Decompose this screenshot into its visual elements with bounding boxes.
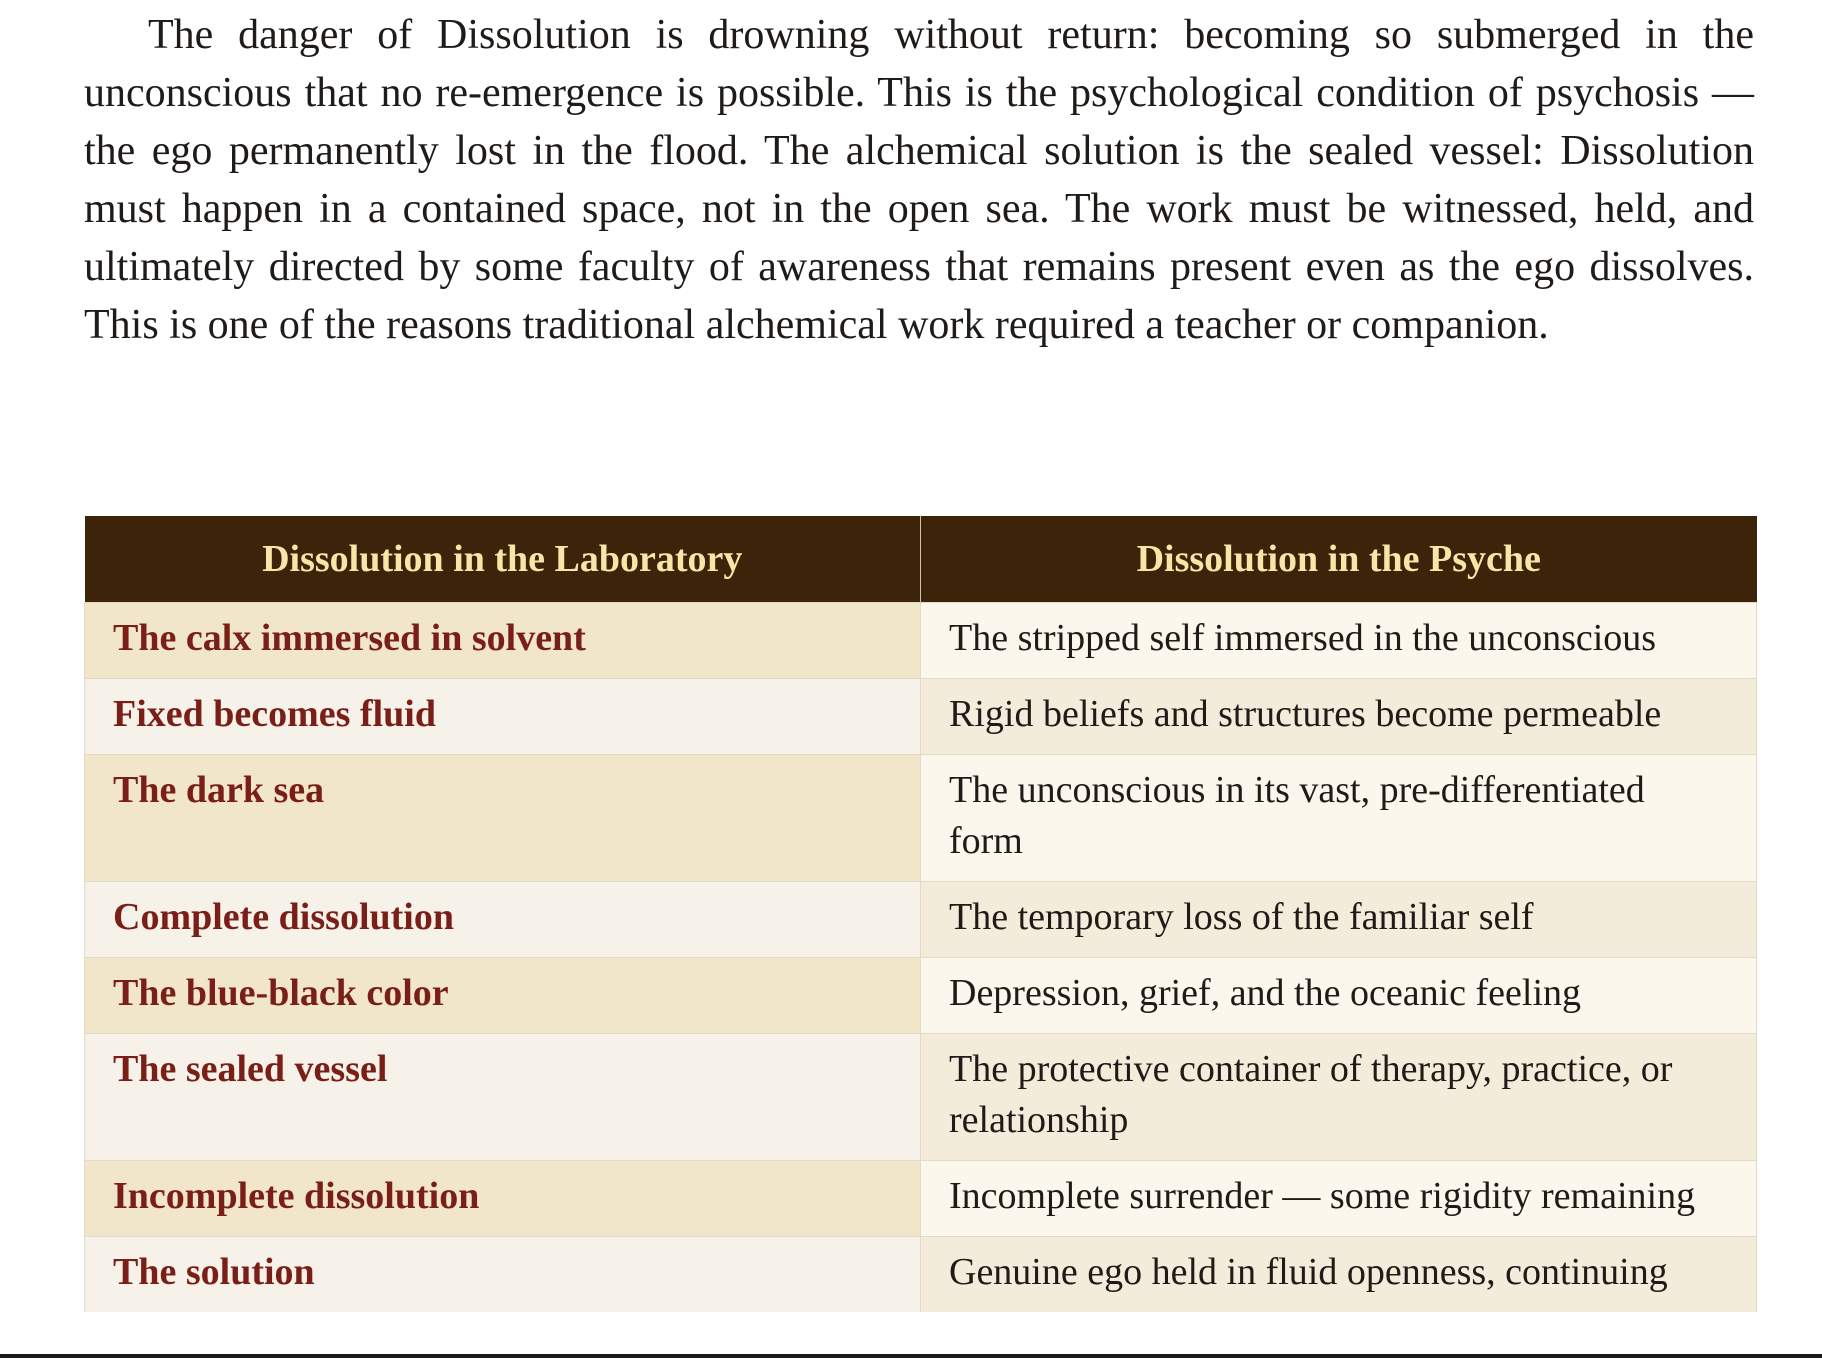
psyche-cell: Incomplete surrender — some rigidity remaining: [921, 1161, 1757, 1237]
table-row: [85, 1161, 1757, 1237]
header-psyche: Dissolution in the Psyche: [921, 516, 1757, 603]
laboratory-cell: The solution: [85, 1237, 921, 1313]
table-row: [85, 958, 1757, 1034]
psyche-cell: Depression, grief, and the oceanic feeling: [921, 958, 1757, 1034]
laboratory-cell: Incomplete dissolution: [85, 1161, 921, 1237]
laboratory-cell: Complete dissolution: [85, 882, 921, 958]
comparison-table-container: [84, 516, 1756, 1312]
body-paragraph: The danger of Dissolution is drowning without return: becoming so submerged in the unconscious that no re-emergence is possible. This is the psychological condition of psychosis — the ego permanently lost in the flood. The alchemical solution is the sealed vessel: Dissolution must happen in a contained space, not in the open sea. The work must be witnessed, held, and ultimately directed by some faculty of awareness that remains present even as the ego dissolves. This is one of the reasons traditional alchemical work required a teacher or companion.: [84, 12, 1754, 348]
laboratory-cell: The blue-black color: [85, 958, 921, 1034]
psyche-cell: The stripped self immersed in the unconscious: [921, 603, 1757, 679]
viewport-bottom-edge: [0, 1354, 1822, 1358]
laboratory-cell: Fixed becomes fluid: [85, 679, 921, 755]
table-row: [85, 882, 1757, 958]
psyche-cell: Genuine ego held in fluid openness, continuing: [921, 1237, 1757, 1313]
table-row: [85, 1237, 1757, 1313]
laboratory-cell: The calx immersed in solvent: [85, 603, 921, 679]
table-row: [85, 679, 1757, 755]
psyche-cell: The temporary loss of the familiar self: [921, 882, 1757, 958]
table-row: [85, 1034, 1757, 1161]
comparison-table: [84, 516, 1757, 1312]
laboratory-cell: The dark sea: [85, 755, 921, 882]
table-header-row: [85, 516, 1757, 603]
table-row: [85, 755, 1757, 882]
psyche-cell: The protective container of therapy, practice, or relationship: [921, 1034, 1757, 1161]
laboratory-cell: The sealed vessel: [85, 1034, 921, 1161]
table-row: [85, 603, 1757, 679]
header-laboratory: Dissolution in the Laboratory: [85, 516, 921, 603]
psyche-cell: Rigid beliefs and structures become permeable: [921, 679, 1757, 755]
psyche-cell: The unconscious in its vast, pre-differentiated form: [921, 755, 1757, 882]
